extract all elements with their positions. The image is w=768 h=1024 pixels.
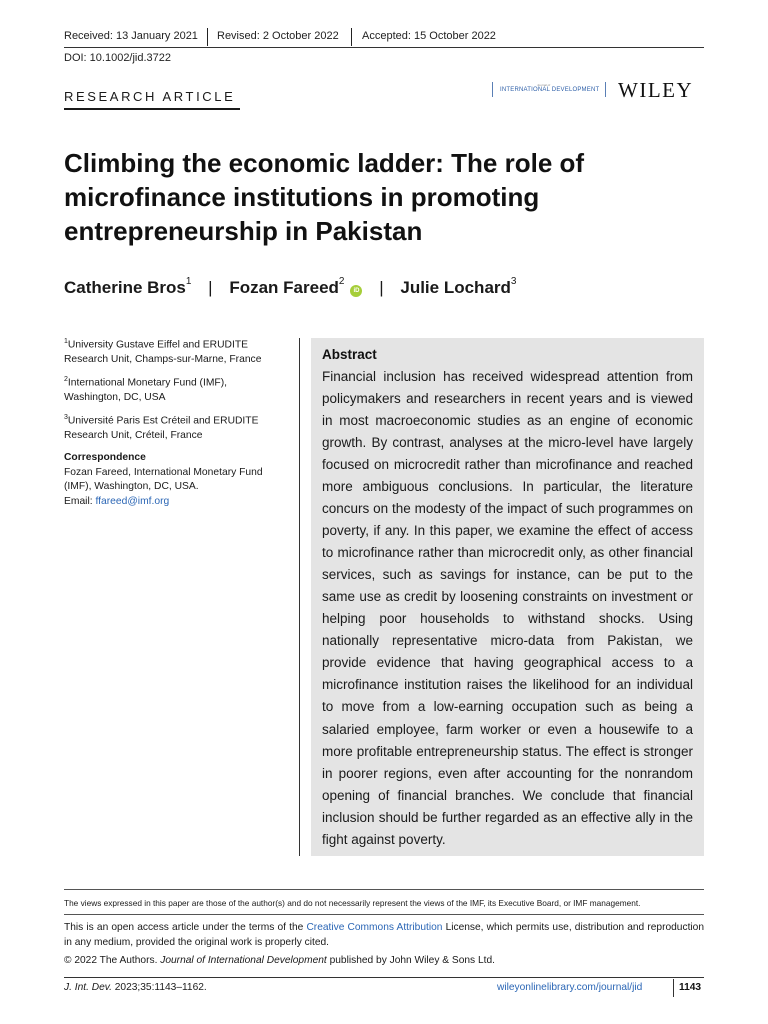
revised-date: Revised: 2 October 2022 (217, 30, 339, 42)
author-affiliation-marker: 1 (185, 276, 192, 288)
affiliation-text: University Gustave Eiffel and ERUDITE Research Unit, Champs-sur-Marne, France (64, 339, 262, 366)
citation-journal: J. Int. Dev. (64, 982, 112, 993)
orcid-icon[interactable]: iD (350, 285, 362, 297)
license-text: License, which permits use, distribution and reproduction in any medium, provided the original work is properly cited. (64, 922, 704, 948)
author-name: Catherine Bros (64, 278, 186, 297)
article-type: RESEARCH ARTICLE (64, 89, 236, 104)
correspondence-text: Fozan Fareed, International Monetary Fund (IMF), Washington, DC, USA. (64, 466, 263, 493)
column-divider (299, 338, 300, 856)
affiliation-marker: 3 (64, 413, 68, 421)
copyright-journal: Journal of International Development (160, 955, 327, 966)
author-affiliation-marker: 2 (338, 276, 345, 288)
article-type-underline (64, 108, 240, 110)
footer-rule (64, 977, 704, 978)
accepted-date: Accepted: 15 October 2022 (362, 30, 496, 42)
journal-logo (492, 82, 606, 97)
license-link[interactable]: Creative Commons Attribution (306, 922, 443, 933)
affiliation-text: Université Paris Est Créteil and ERUDITE Research Unit, Créteil, France (64, 415, 259, 441)
author-separator: | (208, 278, 213, 297)
footer-separator (673, 979, 674, 997)
journal-url-link[interactable]: wileyonlinelibrary.com/journal/jid (497, 982, 643, 993)
page-number: 1143 (679, 982, 702, 993)
affiliation-text: International Monetary Fund (IMF), Washington, DC, USA (64, 377, 228, 403)
author-separator: | (379, 278, 384, 297)
affiliation-marker: 2 (64, 375, 68, 383)
date-separator (207, 28, 208, 46)
correspondence (64, 451, 286, 510)
affiliation (64, 373, 286, 406)
license-text: This is an open access article under the terms of the (64, 922, 307, 933)
abstract-text: Financial inclusion has received widespread attention from policymakers and researchers in recent years and is viewed in most macroeconomic studies as an engine of economic growth. By contrast, analyses at the micro-level have largely focused on microcredit rather than microfinance and reached more ambiguous conclusions. In particular, the literature concurs on the modesty of the impact of such programmes on poverty, if any. In this paper, we examine the effect of access to microfinance rather than microcredit only, as other financial services, such as savings for instance, can be put to the same use as credit by loosening constraints on investment or helping poor households to withstand shocks. Using nationally representative micro-data from Pakistan, we provide evidence that having geographical access to a microfinance institution raises the likelihood for an individual to move from a low-earning occupation such as being a salaried employee, farm worker or even a housewife to a more profitable entrepreneurship status. The effect is stronger in poorer regions, even after accounting for the nonrandom opening of financial branches. We conclude that financial inclusion should be further regarded as an effective ally in the fight against poverty. (322, 369, 693, 847)
publication-dates (64, 28, 704, 46)
license-statement (64, 920, 704, 950)
copyright-text: published by John Wiley & Sons Ltd. (326, 955, 495, 966)
citation-details: 2023;35:1143–1162. (111, 982, 207, 993)
received-date: Received: 13 January 2021 (64, 30, 198, 42)
correspondence-label: Correspondence (64, 452, 146, 463)
publisher-logo: WILEY (618, 78, 694, 102)
date-separator (351, 28, 352, 46)
doi[interactable]: DOI: 10.1002/jid.3722 (64, 52, 172, 64)
header-rule (64, 47, 704, 48)
copyright-text: © 2022 The Authors. (64, 955, 161, 966)
correspondence-email (64, 495, 286, 510)
affiliation-marker: 1 (64, 338, 68, 345)
disclaimer-footnote: The views expressed in this paper are those of the author(s) and do not necessarily represent the views of the IMF, its Executive Board, or IMF management. (64, 898, 641, 908)
email-label: Email: (64, 496, 93, 508)
affiliation (64, 335, 286, 368)
author-name: Fozan Fareed (229, 278, 339, 297)
affiliations (64, 335, 286, 448)
journal-logo-small-text: Journal of (537, 83, 551, 87)
email-link[interactable]: ffareed@imf.org (95, 496, 170, 508)
citation (64, 982, 207, 993)
footnote-rule (64, 889, 704, 890)
author-name: Julie Lochard (400, 278, 511, 297)
footnote-rule (64, 914, 704, 915)
journal-logo-name: INTERNATIONAL DEVELOPMENT (500, 87, 600, 93)
abstract-heading: Abstract (322, 347, 377, 362)
author-affiliation-marker: 3 (510, 276, 517, 288)
copyright-line (64, 955, 495, 966)
author-list (64, 278, 516, 298)
affiliation (64, 411, 286, 444)
paper-title: Climbing the economic ladder: The role of microfinance institutions in promoting entrepreneurship in Pakistan (64, 148, 585, 246)
